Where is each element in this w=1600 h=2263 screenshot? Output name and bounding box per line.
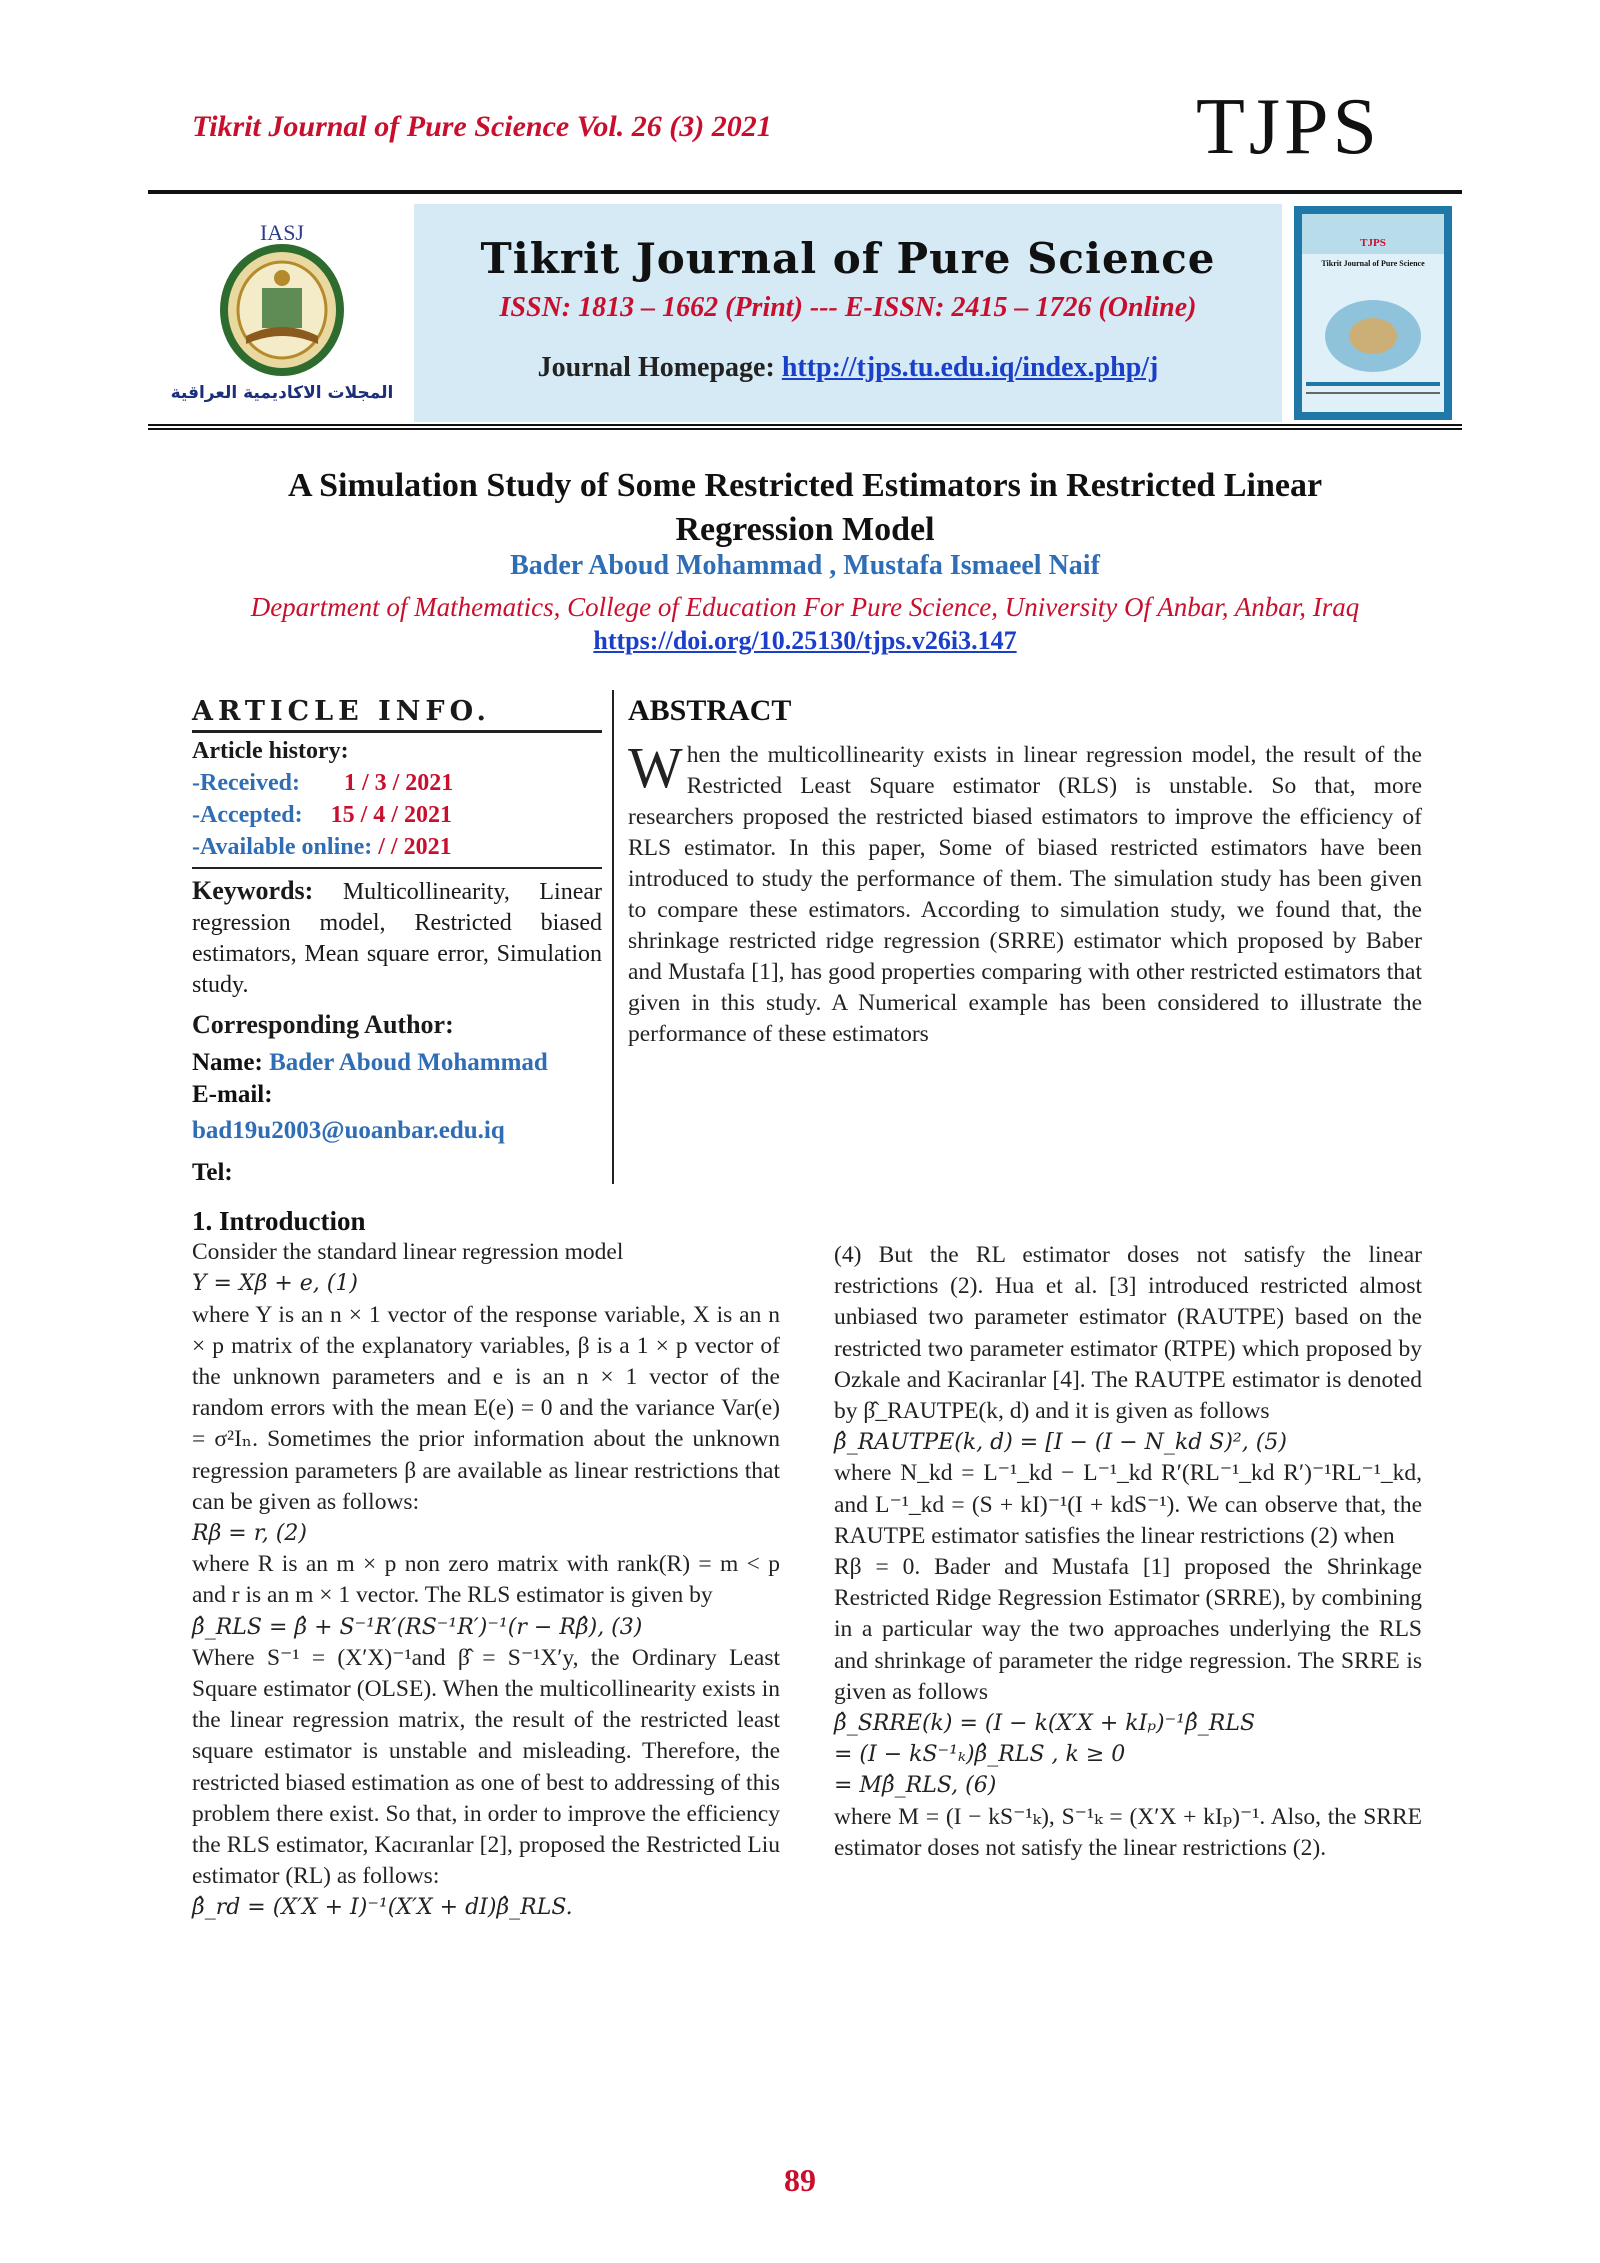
equation-3: β̂_RLS = β̂ + S⁻¹R′(RS⁻¹R′)⁻¹(r − Rβ̂), (3) — [192, 1614, 643, 1640]
tel-label: Tel: — [192, 1159, 233, 1186]
received-value: 1 / 3 / 2021 — [343, 770, 454, 796]
intro-paragraph: Consider the standard linear regression model — [192, 1239, 624, 1266]
equation-5: β̂_RAUTPE(k, d) = [I − (I − N_kd S)², (5) — [834, 1430, 1287, 1456]
body-paragraph: Rβ = 0. Bader and Mustafa [1] proposed the Shrinkage Restricted Ridge Regression Estimator (SRRE), by combining in a particular way the two approaches underlying the RLS and shrinkage of parameter the ridge regression. The SRRE is given as follows — [834, 1554, 1422, 1705]
email-label: E-mail: — [192, 1081, 273, 1108]
equation-4: β̂_rd = (X′X + I)⁻¹(X′X + dI)β̂_RLS. — [192, 1895, 573, 1921]
abstract-body — [628, 735, 1422, 1050]
history-label: Article history: — [192, 738, 349, 764]
received-label: -Received: — [192, 770, 300, 796]
journal-volume: Tikrit Journal of Pure Science Vol. 26 (3) 2021 — [192, 110, 772, 143]
author-name: Bader Aboud Mohammad — [269, 1049, 548, 1076]
journal-banner — [148, 190, 1462, 430]
paper-title — [160, 464, 1450, 552]
banner-homepage — [418, 352, 1278, 384]
doi-link[interactable]: https://doi.org/10.25130/tjps.v26i3.147 — [593, 626, 1017, 655]
iasj-logo — [166, 218, 398, 408]
column-divider — [612, 690, 614, 1184]
abstract-text: hen the multicollinearity exists in linear regression model, the result of the Restricted Least Square estimator (RLS) is unstable. So that, more researchers proposed the restricted biased estimators to improve the efficiency of RLS estimator. In this paper, Some of biased restricted estimators have been introduced to study the performance of them. The simulation study has been given to compare these estimators. According to simulation study, we found that, the shrinkage restricted ridge regression (SRRE) estimator which proposed by Baber and Mustafa [1], has good properties comparing with other restricted estimators that given in this study. A Numerical example has been considered to illustrate the performance of these estimators — [628, 742, 1422, 1047]
corresponding-heading: Corresponding Author: — [192, 1010, 454, 1039]
intro-paragraph: where R is an m × p non zero matrix with rank(R) = m < p and r is an m × 1 vector. The RLS estimator is given by — [192, 1551, 780, 1609]
paper-affiliation: Department of Mathematics, College of Education For Pure Science, University Of Anbar, Anbar, Iraq — [250, 592, 1360, 622]
equation-1: Y = Xβ + e, (1) — [192, 1271, 358, 1297]
accepted-value: 15 / 4 / 2021 — [330, 802, 452, 828]
paper-authors: Bader Aboud Mohammad , Mustafa Ismaeel Naif — [510, 550, 1100, 581]
journal-cover-image — [1294, 206, 1452, 420]
accepted-row — [192, 799, 602, 831]
banner-issn: ISSN: 1813 – 1662 (Print) --- E-ISSN: 2415 – 1726 (Online) — [499, 292, 1197, 323]
article-info — [192, 696, 602, 1189]
name-label: Name: — [192, 1049, 270, 1076]
equation-6a: β̂_SRRE(k) = (I − k(X′X + kIₚ)⁻¹β̂_RLS — [834, 1711, 1256, 1737]
iasj-arabic: المجلات الاكاديمية العراقية — [170, 383, 394, 403]
body-paragraph: where M = (I − kS⁻¹ₖ), S⁻¹ₖ = (X′X + kIₚ)⁻¹. Also, the SRRE estimator doses not satisfy the linear restrictions (2). — [834, 1803, 1422, 1861]
body-paragraph: where N_kd = L⁻¹_kd − L⁻¹_kd R′(RL⁻¹_kd R′)⁻¹RL⁻¹_kd, and L⁻¹_kd = (S + kI)⁻¹(I + kdS⁻¹). We can observe that, the RAUTPE estimator satisfies the linear restrictions (2) when — [834, 1460, 1422, 1549]
cover-title: Tikrit Journal of Pure Science — [1321, 259, 1425, 268]
article-history — [192, 735, 602, 869]
homepage-label: Journal Homepage: — [537, 352, 782, 383]
author-name-row — [192, 1047, 602, 1079]
equation-6c: = Mβ̂_RLS, (6) — [834, 1773, 997, 1799]
introduction-column — [192, 1206, 780, 1924]
available-label: -Available online: — [192, 834, 373, 860]
cover-tjps: TJPS — [1360, 237, 1386, 249]
paper-title-line-1: A Simulation Study of Some Restricted Estimators in Restricted Linear — [287, 467, 1323, 504]
homepage-link[interactable]: http://tjps.tu.edu.iq/index.php/j — [781, 352, 1159, 383]
equation-6b: = (I − kS⁻¹ₖ)β̂_RLS , k ≥ 0 — [834, 1742, 1126, 1768]
keywords-label: Keywords: — [192, 876, 314, 905]
keywords-text: Multicollinearity, Linear regression model, Restricted biased estimators, Mean square error, Simulation study. — [192, 879, 602, 998]
keywords — [192, 875, 602, 1001]
banner-title: Tikrit Journal of Pure Science — [480, 234, 1216, 283]
page-number: 89 — [784, 2162, 816, 2198]
email-link[interactable]: bad19u2003@uoanbar.edu.iq — [192, 1117, 505, 1144]
article-info-heading: ARTICLE INFO. — [192, 696, 602, 733]
abstract-heading: ABSTRACT — [628, 694, 792, 727]
available-row — [192, 831, 602, 863]
intro-paragraph: Where S⁻¹ = (X′X)⁻¹and β̂ = S⁻¹X′y, the Ordinary Least Square estimator (OLSE). When the multicollinearity exists in the linear regression matrix, the result of the restricted least square estimator is unstable and misleading. Therefore, the restricted biased estimation as one of best to addressing of this problem there exist. So that, in order to improve the efficiency the RLS estimator, Kacıranlar [2], proposed the Restricted Liu estimator (RL) as follows: — [192, 1644, 780, 1890]
available-value: / / 2021 — [378, 834, 452, 860]
abstract-dropcap: W — [628, 735, 683, 800]
received-row — [192, 767, 602, 799]
body-paragraph: (4) But the RL estimator doses not satisfy the linear restrictions (2). Hua et al. [3] introduced restricted almost unbiased two parameter estimator (RAUTPE) based on the restricted two parameter estimator (RTPE) which proposed by Ozkale and Kaciranlar [4]. The RAUTPE estimator is denoted by β̂_RAUTPE(k, d) and it is given as follows — [834, 1242, 1422, 1425]
iasj-label: IASJ — [259, 220, 305, 245]
right-column — [834, 1240, 1422, 1864]
intro-paragraph: where Y is an n × 1 vector of the response variable, X is an n × p matrix of the explanatory variables, β is a 1 × p vector of the unknown parameters and e is an n × 1 vector of the random errors with the mean E(e) = 0 and the variance Var(e) = σ²Iₙ. Sometimes the prior information about the unknown regression parameters β are available as linear restrictions that can be given as follows: — [192, 1301, 780, 1515]
paper-title-line-2: Regression Model — [675, 511, 935, 548]
section-heading-introduction: 1. Introduction — [192, 1206, 366, 1236]
tjps-logo-text: TJPS — [1196, 83, 1381, 171]
accepted-label: -Accepted: — [192, 802, 303, 828]
equation-2: Rβ = r, (2) — [192, 1521, 307, 1547]
